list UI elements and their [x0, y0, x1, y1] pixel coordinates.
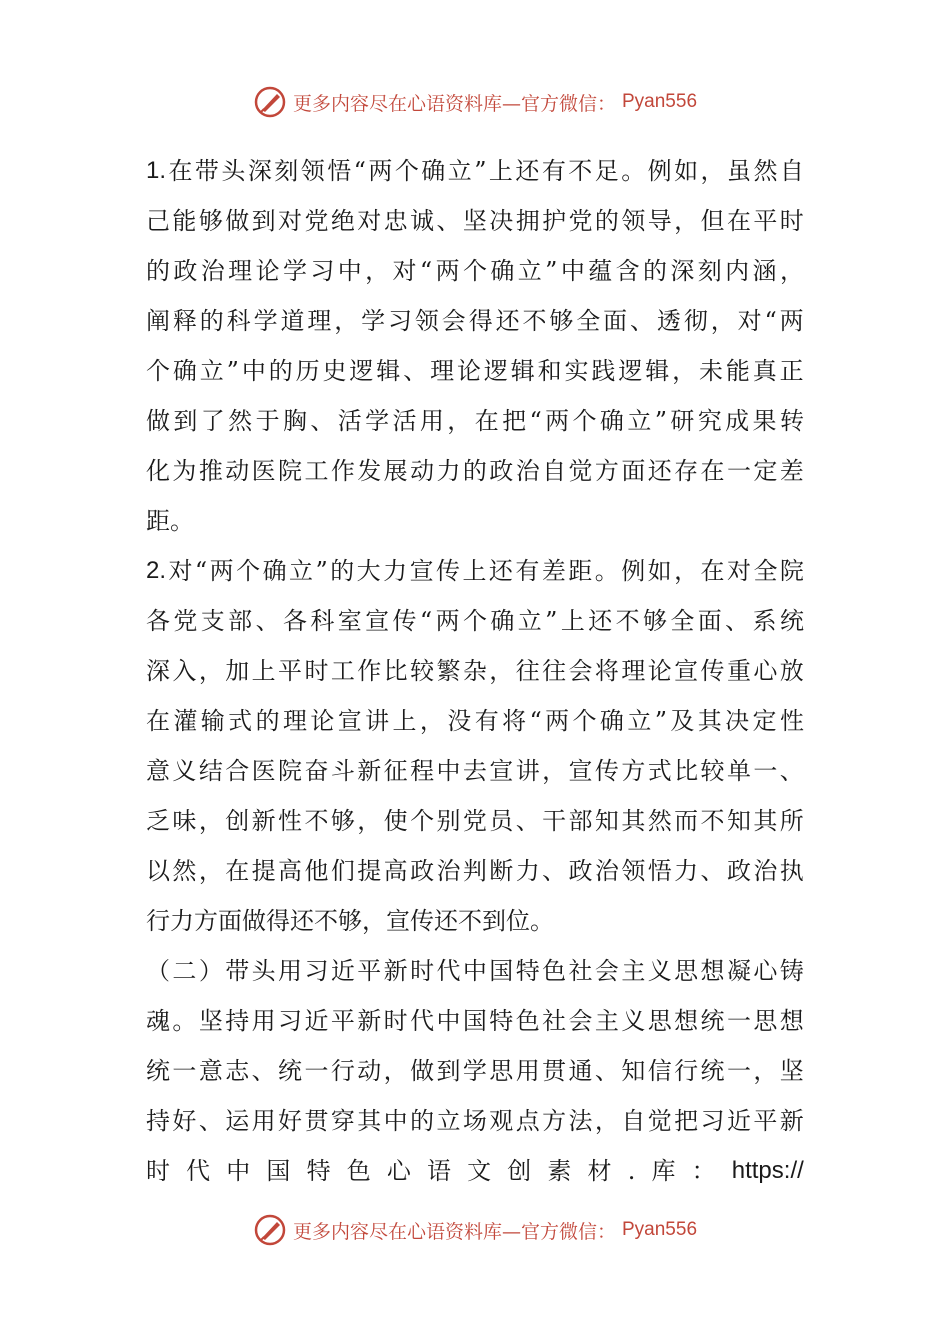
- text-line: 的 政 治 理 论 学 习 中 ， 对 “ 两 个 确 立 ” 中 蕴 含 的 深 刻 内 涵 ，: [146, 257, 804, 285]
- text-line: 持 好 、 运 用 好 贯 穿 其 中 的 立 场 观 点 方 法 ， 自 觉 把 习 近 平 新: [146, 1107, 804, 1135]
- text-line: （ 二 ） 带 头 用 习 近 平 新 时 代 中 国 特 色 社 会 主 义 思 想 凝 心 铸: [146, 957, 804, 985]
- text-line: 己 能 够 做 到 对 党 绝 对 忠 诚 、 坚 决 拥 护 党 的 领 导 ， 但 在 平 时: [146, 207, 804, 235]
- text-line: 化 为 推 动 医 院 工 作 发 展 动 力 的 政 治 自 觉 方 面 还 存 在 一 定 差: [146, 457, 804, 485]
- text-line: 做 到 了 然 于 胸 、 活 学 活 用 ， 在 把 “ 两 个 确 立 ” 研 究 成 果 转: [146, 407, 804, 435]
- watermark-banner-top: [0, 82, 950, 122]
- text-line: 距 。: [146, 507, 194, 535]
- text-line: 以 然 ， 在 提 高 他 们 提 高 政 治 判 断 力 、 政 治 领 悟 力 、 政 治 执: [146, 857, 804, 885]
- watermark-brand: Pyan556: [622, 1219, 698, 1240]
- text-line: 魂 。 坚 持 用 习 近 平 新 时 代 中 国 特 色 社 会 主 义 思 想 统 一 思 想: [146, 1007, 804, 1035]
- document-body: [146, 146, 804, 1196]
- text-line: 各 党 支 部 、 各 科 室 宣 传 “ 两 个 确 立 ” 上 还 不 够 全 面 、 系 统: [146, 607, 804, 635]
- watermark-banner-bottom: [0, 1210, 950, 1250]
- watermark-brand: Pyan556: [622, 91, 698, 112]
- text-line: 1. 在 带 头 深 刻 领 悟 “ 两 个 确 立 ” 上 还 有 不 足 。 例 如 ， 虽 然 自: [146, 157, 804, 185]
- text-line: 阐 释 的 科 学 道 理 ， 学 习 领 会 得 还 不 够 全 面 、 透 彻 ， 对 “ 两: [146, 307, 804, 335]
- text-line: 时 代 中 国 特 色 心 语 文 创 素 材 . 库 ： https://: [146, 1157, 804, 1185]
- paragraph: [146, 546, 804, 946]
- text-line: 个 确 立 ” 中 的 历 史 逻 辑 、 理 论 逻 辑 和 实 践 逻 辑 ， 未 能 真 正: [146, 357, 804, 385]
- text-line: 2. 对 “ 两 个 确 立 ” 的 大 力 宣 传 上 还 有 差 距 。 例 如 ， 在 对 全 院: [146, 557, 804, 585]
- watermark-text: 更多内容尽在心语资料库—官方微信：: [292, 92, 616, 115]
- text-line: 乏 味 ， 创 新 性 不 够 ， 使 个 别 党 员 、 干 部 知 其 然 而 不 知 其 所: [146, 807, 804, 835]
- quill-logo-icon: [253, 1213, 287, 1247]
- quill-logo-icon: [253, 85, 287, 119]
- text-line: 行 力 方 面 做 得 还 不 够 ， 宣 传 还 不 到 位 。: [146, 907, 554, 935]
- text-line: 深 入 ， 加 上 平 时 工 作 比 较 繁 杂 ， 往 往 会 将 理 论 宣 传 重 心 放: [146, 657, 804, 685]
- paragraph: [146, 146, 804, 546]
- paragraph: [146, 946, 804, 1196]
- text-line: 意 义 结 合 医 院 奋 斗 新 征 程 中 去 宣 讲 ， 宣 传 方 式 比 较 单 一 、: [146, 757, 804, 785]
- watermark-text: 更多内容尽在心语资料库—官方微信：: [292, 1220, 616, 1243]
- text-line: 统 一 意 志 、 统 一 行 动 ， 做 到 学 思 用 贯 通 、 知 信 行 统 一 ， 坚: [146, 1057, 804, 1085]
- text-line: 在 灌 输 式 的 理 论 宣 讲 上 ， 没 有 将 “ 两 个 确 立 ” 及 其 决 定 性: [146, 707, 804, 735]
